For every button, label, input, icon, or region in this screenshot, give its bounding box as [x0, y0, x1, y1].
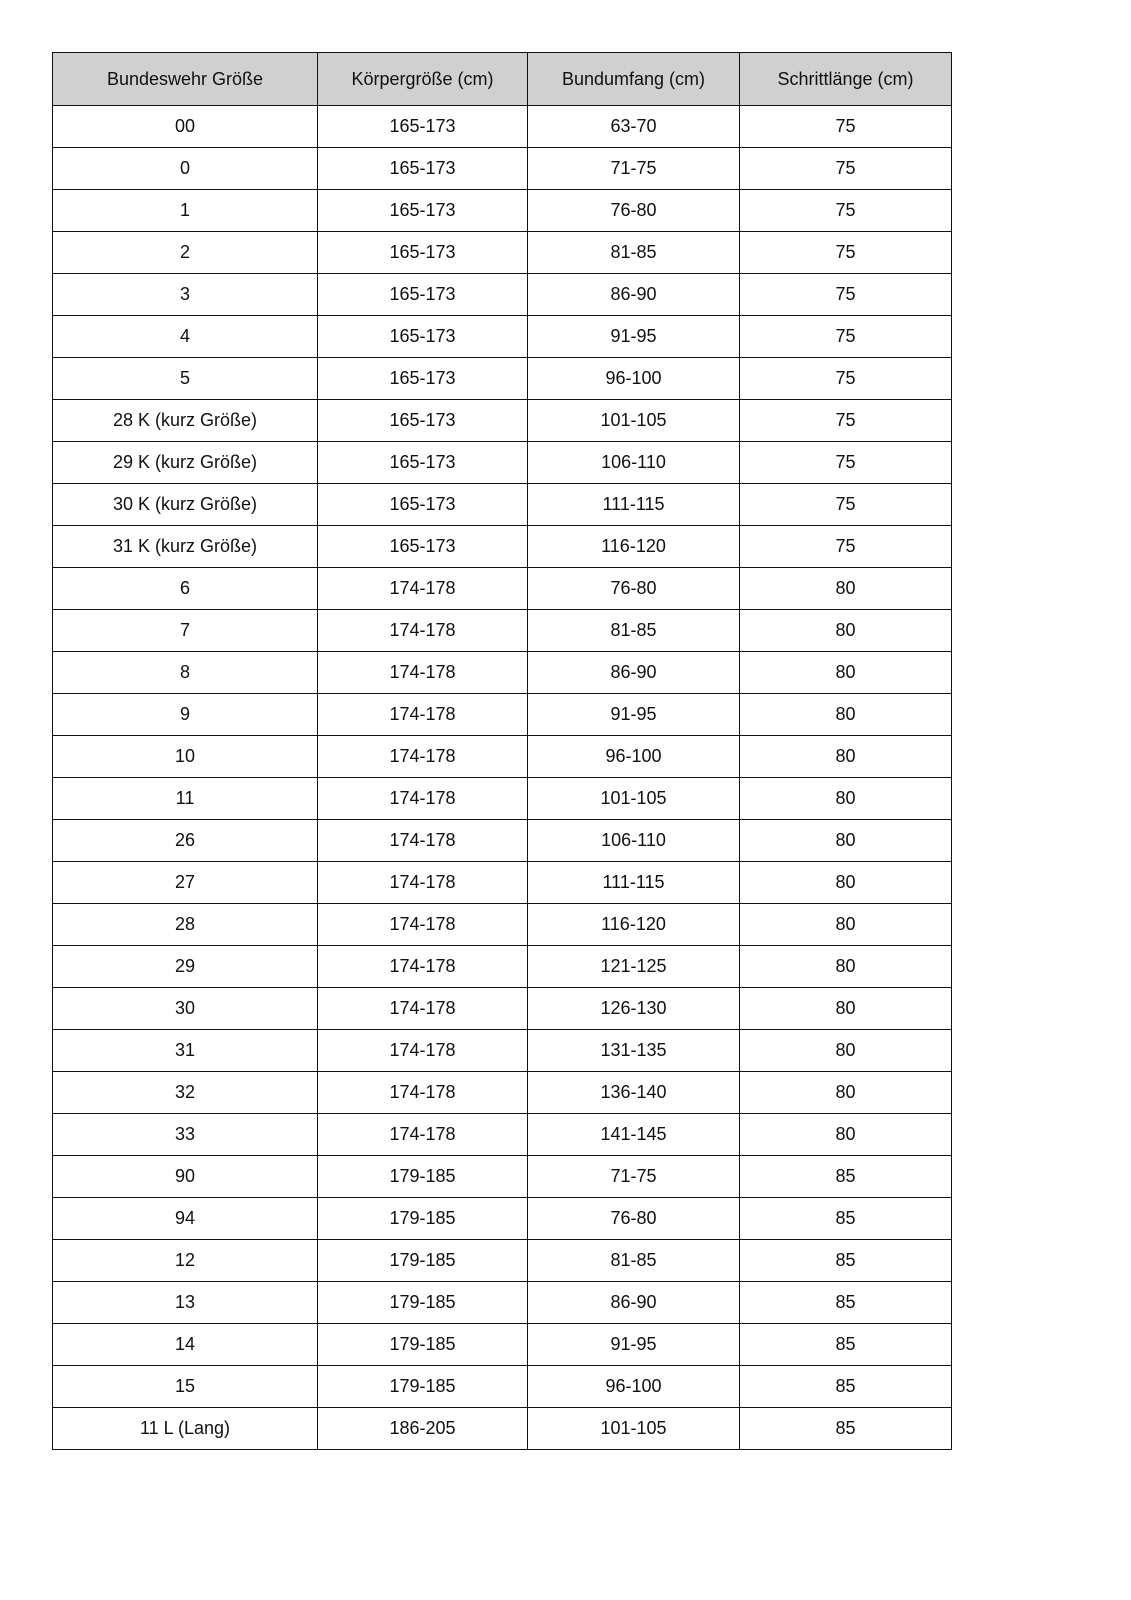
waist-cell: 76-80 — [528, 568, 740, 610]
waist-cell: 91-95 — [528, 694, 740, 736]
inseam-cell: 85 — [740, 1324, 952, 1366]
size-cell: 3 — [53, 274, 318, 316]
size-cell: 29 K (kurz Größe) — [53, 442, 318, 484]
waist-cell: 81-85 — [528, 1240, 740, 1282]
inseam-cell: 85 — [740, 1198, 952, 1240]
height-cell: 174-178 — [318, 1114, 528, 1156]
size-cell: 6 — [53, 568, 318, 610]
size-cell: 29 — [53, 946, 318, 988]
header-koerpergroesse: Körpergröße (cm) — [318, 53, 528, 106]
size-cell: 14 — [53, 1324, 318, 1366]
height-cell: 174-178 — [318, 904, 528, 946]
table-row — [53, 1156, 952, 1198]
height-cell: 174-178 — [318, 988, 528, 1030]
size-cell: 32 — [53, 1072, 318, 1114]
waist-cell: 86-90 — [528, 274, 740, 316]
size-cell: 12 — [53, 1240, 318, 1282]
inseam-cell: 75 — [740, 190, 952, 232]
waist-cell: 91-95 — [528, 1324, 740, 1366]
size-cell: 33 — [53, 1114, 318, 1156]
size-cell: 00 — [53, 106, 318, 148]
waist-cell: 86-90 — [528, 652, 740, 694]
size-cell: 27 — [53, 862, 318, 904]
waist-cell: 96-100 — [528, 736, 740, 778]
waist-cell: 116-120 — [528, 904, 740, 946]
size-cell: 11 L (Lang) — [53, 1408, 318, 1450]
inseam-cell: 80 — [740, 736, 952, 778]
height-cell: 186-205 — [318, 1408, 528, 1450]
inseam-cell: 80 — [740, 1072, 952, 1114]
inseam-cell: 80 — [740, 862, 952, 904]
height-cell: 179-185 — [318, 1282, 528, 1324]
table-row — [53, 1198, 952, 1240]
height-cell: 174-178 — [318, 736, 528, 778]
waist-cell: 91-95 — [528, 316, 740, 358]
table-row — [53, 1114, 952, 1156]
inseam-cell: 75 — [740, 526, 952, 568]
table-row — [53, 148, 952, 190]
size-cell: 26 — [53, 820, 318, 862]
height-cell: 165-173 — [318, 190, 528, 232]
waist-cell: 121-125 — [528, 946, 740, 988]
waist-cell: 81-85 — [528, 610, 740, 652]
waist-cell: 106-110 — [528, 442, 740, 484]
size-cell: 11 — [53, 778, 318, 820]
height-cell: 174-178 — [318, 820, 528, 862]
size-cell: 31 K (kurz Größe) — [53, 526, 318, 568]
table-row — [53, 904, 952, 946]
height-cell: 165-173 — [318, 232, 528, 274]
inseam-cell: 85 — [740, 1366, 952, 1408]
size-cell: 30 K (kurz Größe) — [53, 484, 318, 526]
inseam-cell: 75 — [740, 274, 952, 316]
waist-cell: 101-105 — [528, 400, 740, 442]
table-row — [53, 1324, 952, 1366]
size-chart-table — [52, 52, 952, 1450]
inseam-cell: 80 — [740, 568, 952, 610]
height-cell: 174-178 — [318, 694, 528, 736]
table-row — [53, 1366, 952, 1408]
height-cell: 174-178 — [318, 862, 528, 904]
waist-cell: 76-80 — [528, 1198, 740, 1240]
table-row — [53, 526, 952, 568]
height-cell: 165-173 — [318, 526, 528, 568]
size-cell: 7 — [53, 610, 318, 652]
inseam-cell: 85 — [740, 1240, 952, 1282]
table-row — [53, 484, 952, 526]
table-row — [53, 106, 952, 148]
table-body — [53, 106, 952, 1450]
inseam-cell: 75 — [740, 400, 952, 442]
waist-cell: 116-120 — [528, 526, 740, 568]
inseam-cell: 75 — [740, 316, 952, 358]
table-row — [53, 820, 952, 862]
inseam-cell: 80 — [740, 820, 952, 862]
height-cell: 174-178 — [318, 778, 528, 820]
waist-cell: 96-100 — [528, 358, 740, 400]
inseam-cell: 80 — [740, 778, 952, 820]
waist-cell: 71-75 — [528, 1156, 740, 1198]
height-cell: 179-185 — [318, 1324, 528, 1366]
table-row — [53, 568, 952, 610]
height-cell: 165-173 — [318, 484, 528, 526]
size-cell: 0 — [53, 148, 318, 190]
inseam-cell: 85 — [740, 1408, 952, 1450]
height-cell: 179-185 — [318, 1198, 528, 1240]
waist-cell: 126-130 — [528, 988, 740, 1030]
table-row — [53, 946, 952, 988]
inseam-cell: 75 — [740, 484, 952, 526]
table-row — [53, 274, 952, 316]
table-row — [53, 1072, 952, 1114]
table-row — [53, 316, 952, 358]
waist-cell: 63-70 — [528, 106, 740, 148]
inseam-cell: 80 — [740, 946, 952, 988]
waist-cell: 131-135 — [528, 1030, 740, 1072]
size-cell: 28 K (kurz Größe) — [53, 400, 318, 442]
inseam-cell: 80 — [740, 988, 952, 1030]
height-cell: 179-185 — [318, 1156, 528, 1198]
height-cell: 165-173 — [318, 274, 528, 316]
inseam-cell: 80 — [740, 1030, 952, 1072]
table-row — [53, 1282, 952, 1324]
inseam-cell: 80 — [740, 610, 952, 652]
size-cell: 31 — [53, 1030, 318, 1072]
size-cell: 10 — [53, 736, 318, 778]
inseam-cell: 80 — [740, 694, 952, 736]
table-row — [53, 232, 952, 274]
height-cell: 174-178 — [318, 946, 528, 988]
size-cell: 30 — [53, 988, 318, 1030]
size-cell: 8 — [53, 652, 318, 694]
inseam-cell: 75 — [740, 358, 952, 400]
table-row — [53, 988, 952, 1030]
inseam-cell: 80 — [740, 652, 952, 694]
inseam-cell: 85 — [740, 1156, 952, 1198]
height-cell: 165-173 — [318, 400, 528, 442]
inseam-cell: 75 — [740, 232, 952, 274]
size-cell: 13 — [53, 1282, 318, 1324]
height-cell: 174-178 — [318, 610, 528, 652]
size-cell: 28 — [53, 904, 318, 946]
header-row — [53, 53, 952, 106]
waist-cell: 101-105 — [528, 1408, 740, 1450]
size-cell: 4 — [53, 316, 318, 358]
size-cell: 2 — [53, 232, 318, 274]
waist-cell: 101-105 — [528, 778, 740, 820]
size-cell: 9 — [53, 694, 318, 736]
waist-cell: 136-140 — [528, 1072, 740, 1114]
inseam-cell: 75 — [740, 442, 952, 484]
size-cell: 90 — [53, 1156, 318, 1198]
waist-cell: 141-145 — [528, 1114, 740, 1156]
waist-cell: 86-90 — [528, 1282, 740, 1324]
height-cell: 165-173 — [318, 316, 528, 358]
waist-cell: 71-75 — [528, 148, 740, 190]
table-row — [53, 736, 952, 778]
height-cell: 174-178 — [318, 568, 528, 610]
size-cell: 5 — [53, 358, 318, 400]
header-bundeswehr-groesse: Bundeswehr Größe — [53, 53, 318, 106]
waist-cell: 96-100 — [528, 1366, 740, 1408]
inseam-cell: 85 — [740, 1282, 952, 1324]
table-row — [53, 1030, 952, 1072]
table-row — [53, 400, 952, 442]
height-cell: 165-173 — [318, 442, 528, 484]
table-row — [53, 1408, 952, 1450]
waist-cell: 111-115 — [528, 484, 740, 526]
height-cell: 165-173 — [318, 358, 528, 400]
size-cell: 1 — [53, 190, 318, 232]
height-cell: 174-178 — [318, 1072, 528, 1114]
inseam-cell: 75 — [740, 106, 952, 148]
height-cell: 174-178 — [318, 652, 528, 694]
inseam-cell: 80 — [740, 904, 952, 946]
header-schrittlaenge: Schrittlänge (cm) — [740, 53, 952, 106]
waist-cell: 111-115 — [528, 862, 740, 904]
waist-cell: 81-85 — [528, 232, 740, 274]
height-cell: 179-185 — [318, 1366, 528, 1408]
height-cell: 165-173 — [318, 106, 528, 148]
table-row — [53, 694, 952, 736]
table-row — [53, 442, 952, 484]
header-bundumfang: Bundumfang (cm) — [528, 53, 740, 106]
size-cell: 15 — [53, 1366, 318, 1408]
table-row — [53, 190, 952, 232]
table-row — [53, 862, 952, 904]
waist-cell: 106-110 — [528, 820, 740, 862]
table-row — [53, 1240, 952, 1282]
inseam-cell: 75 — [740, 148, 952, 190]
height-cell: 165-173 — [318, 148, 528, 190]
height-cell: 179-185 — [318, 1240, 528, 1282]
table-row — [53, 652, 952, 694]
table-row — [53, 778, 952, 820]
size-cell: 94 — [53, 1198, 318, 1240]
height-cell: 174-178 — [318, 1030, 528, 1072]
table-row — [53, 610, 952, 652]
inseam-cell: 80 — [740, 1114, 952, 1156]
table-row — [53, 358, 952, 400]
waist-cell: 76-80 — [528, 190, 740, 232]
